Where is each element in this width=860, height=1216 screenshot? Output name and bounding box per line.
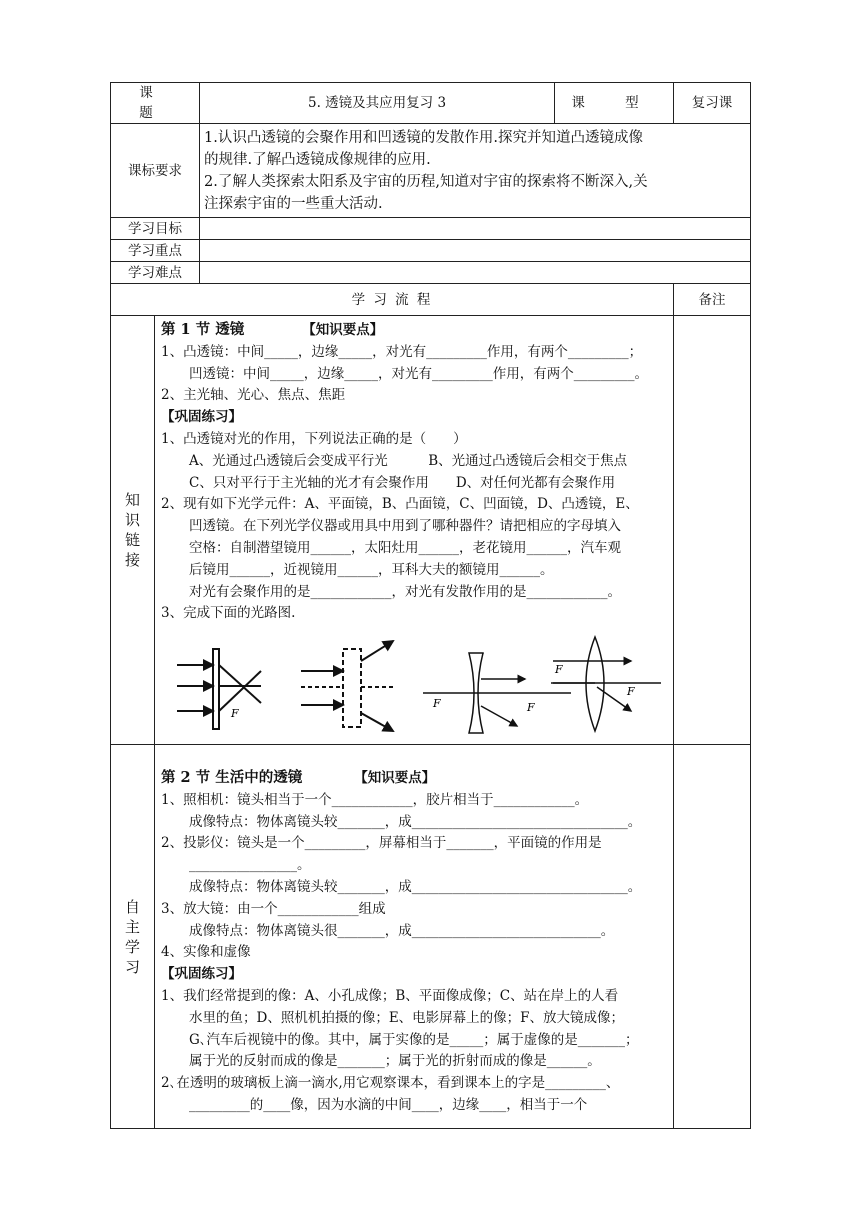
difficulty-label: 学习难点 [111, 262, 200, 284]
focus-label: 学习重点 [111, 240, 200, 262]
section1-tag: 【知识要点】 [302, 322, 384, 338]
section1-content: 第 1 节 透镜 【知识要点】 1、凸透镜：中间_____，边缘_____，对光有_________作用，有两个_________； 凹透镜：中间_____，边缘_____，对光有_________作用，有两个_________。 2、主光轴、光心、焦点、焦距 【巩固练习】 1、凸透镜对光的作用，下列说法正确的是（ ） A、光通过凸透镜后会变成平行光 B、光通过凸透镜后会相交于焦点 C、只对平行于主光轴的光才有会聚作用 D、对任何光都有会聚作用 2、现有如下光学元件：A、平面镜，B、凸面镜，C、凹面镜，D、凸透镜，E、 凹透镜。在下列光学仪器或用具中用到了哪种器件？请把相应的字母填入 空格：自制潜望镜用______，太阳灶用______，老花镜用______，汽车观 后镜用______，近视镜用______，耳科大夫的额镜用______。 对光有会聚作用的是____________，对光有发散作用的是____________。 3、完成下面的光路图. F F F F F [155, 316, 674, 745]
figure-dashed-box [301, 641, 393, 731]
goal-cell[interactable] [200, 218, 751, 240]
section1-notes-cell[interactable] [674, 316, 751, 745]
lesson-plan-table [110, 82, 751, 1129]
section2-title: 第 2 节 生活中的透镜 [161, 769, 303, 786]
light-path-figures [161, 631, 661, 735]
section2-tag: 【知识要点】 [354, 770, 436, 786]
type-label: 课 型 [555, 83, 674, 124]
section1-title: 第 1 节 透镜 [161, 321, 245, 338]
section2-notes-cell[interactable] [674, 745, 751, 1129]
figure3-focus-left: F [433, 697, 441, 711]
requirements-label: 课标要求 [111, 124, 200, 218]
figure3-focus-right: F [527, 701, 535, 715]
notes-heading: 备注 [674, 284, 751, 316]
section2-content: 第 2 节 生活中的透镜 【知识要点】 1、照相机：镜头相当于一个____________，胶片相当于____________。 成像特点：物体离镜头较_______，成________________________________。 2、投影仪：镜头是一个_________，屏幕相当于_______，平面镜的作用是 ________________。 成像特点：物体离镜头较_______，成________________________________。 3、放大镜：由一个____________组成 成像特点：物体离镜头很_______，成____________________________。 4、实像和虚像 【巩固练习】 1、我们经常提到的像：A、小孔成像；B、平面像成像；C、站在岸上的人看 水里的鱼；D、照机机拍摄的像；E、电影屏幕上的像；F、放大镜成像； G､汽车后视镜中的像。其中，属于实像的是_____；属于虚像的是_______； 属于光的反射而成的像是_______；属于光的折射而成的像是______。 2､在透明的玻璃板上滴一滴水,用它观察课本，看到课本上的字是_________、 _________的____像，因为水滴的中间____，边缘____，相当于一个 [155, 745, 674, 1129]
topic-value: 5. 透镜及其应用复习 3 [200, 83, 555, 124]
goal-label: 学习目标 [111, 218, 200, 240]
figure-convex-parallel [177, 649, 261, 729]
figure4-focus-right: F [627, 685, 635, 699]
figure4-focus-left: F [555, 663, 563, 677]
figure1-focus-label: F [231, 707, 239, 721]
requirements-text: 1.认识凸透镜的会聚作用和凹透镜的发散作用.探究并知道凸透镜成像 的规律.了解凸透镜成像规律的应用. 2.了解人类探索太阳系及宇宙的历程,知道对宇宙的探索将不断深入,关 注探索宇宙的一些重大活动. [200, 124, 751, 218]
section2-side-label: 自 主 学 习 [111, 745, 155, 1129]
difficulty-cell[interactable] [200, 262, 751, 284]
process-heading: 学 习 流 程 [111, 284, 674, 316]
focus-cell[interactable] [200, 240, 751, 262]
figure-concave-lens [423, 653, 571, 733]
section1-side-label: 知 识 链 接 [111, 316, 155, 745]
type-value: 复习课 [674, 83, 751, 124]
topic-label: 课 题 [111, 83, 200, 124]
figure-convex-lens [551, 637, 661, 731]
